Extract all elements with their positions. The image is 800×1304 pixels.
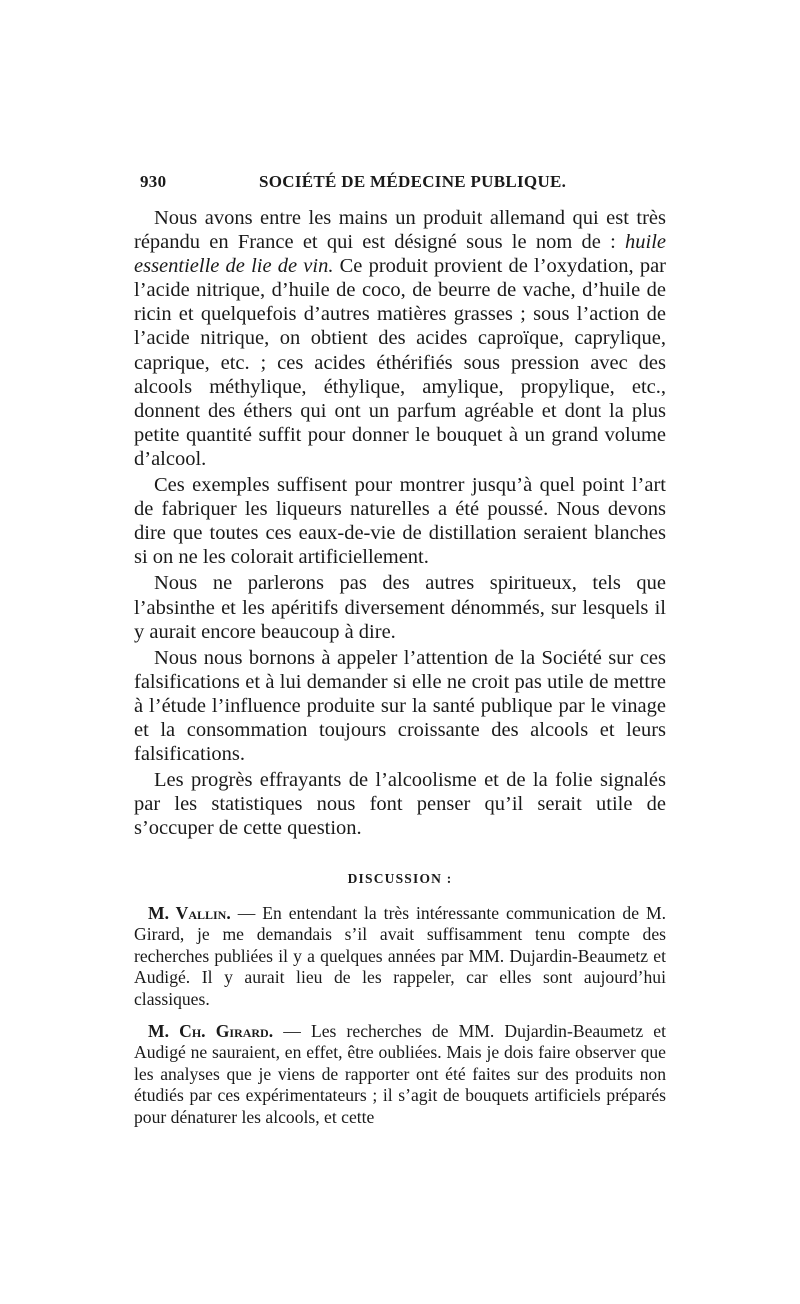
paragraph-5: Les progrès effrayants de l’alcoolisme et de la folie signalés par les statistiques nous font penser qu’il serait utile de s’occuper de cette question.	[134, 769, 666, 840]
paragraph-3: Nous ne parlerons pas des autres spiritueux, tels que l’absinthe et les apéritifs diversement dénommés, sur lesquels il y aurait encore beaucoup à dire.	[134, 572, 666, 643]
speaker-name: M. Vallin.	[148, 903, 231, 923]
paragraph-1-rest: Ce produit provient de l’oxydation, par l’acide nitrique, d’huile de coco, de beurre de vache, d’huile de ricin et quelquefois d’autres matières grasses ; sous l’action de l’acide nitrique, on obtient des acides caproïque, caprylique, caprique, etc. ; ces acides éthérifiés sous pression avec des alcools méthylique, éthylique, amylique, propylique, etc., donnent des éthers qui ont un parfum agréable et dont la plus petite quantité suffit pour donner le bouquet à un grand volume d’alcool.	[134, 255, 666, 470]
page-header	[140, 172, 664, 196]
discussion-entry-2-text: — Les recherches de MM. Dujardin-Beaumetz et Audigé ne sauraient, en effet, être oubliées. Mais je dois faire observer que les analyses que je viens de rapporter ont été faites sur des produits non étudiés par ces expérimentateurs ; il s’agit de bouquets artificiels préparés pour dénaturer les alcools, et cette	[134, 1021, 666, 1127]
running-title: SOCIÉTÉ DE MÉDECINE PUBLIQUE.	[259, 172, 567, 191]
speaker-name: M. Ch. Girard.	[148, 1021, 274, 1042]
discussion-entry-2	[134, 1021, 666, 1128]
discussion-entry-1-text: — En entendant la très intéressante communication de M. Girard, je me demandais s’il avait suffisamment tenu compte des recherches publiées il y a quelques années par MM. Dujardin-Beaumetz et Audigé. Il y aurait lieu de les rappeler, car elles sont aujourd’hui classiques.	[134, 903, 666, 1009]
main-text	[134, 206, 666, 842]
page-number: 930	[140, 172, 167, 191]
paragraph-1-text: Nous avons entre les mains un produit allemand qui est très répandu en France et qui est désigné sous le nom de :	[134, 207, 666, 254]
discussion-entry-1	[134, 903, 666, 1010]
discussion-text	[134, 903, 666, 1139]
paragraph-1	[134, 206, 666, 471]
paragraph-4: Nous nous bornons à appeler l’attention de la Société sur ces falsifications et à lui demander si elle ne croit pas utile de mettre à l’étude l’influence produite sur la santé publique par le vinage et la consommation toujours croissante des alcools et leurs falsifications.	[134, 646, 666, 766]
paragraph-1-italic: huile essentielle de lie de vin.	[134, 231, 666, 278]
paragraph-2: Ces exemples suffisent pour montrer jusqu’à quel point l’art de fabriquer les liqueurs naturelles a été poussé. Nous devons dire que toutes ces eaux-de-vie de distillation seraient blanches si on ne les colorait artificiellement.	[134, 474, 666, 569]
discussion-heading: DISCUSSION :	[347, 871, 453, 886]
